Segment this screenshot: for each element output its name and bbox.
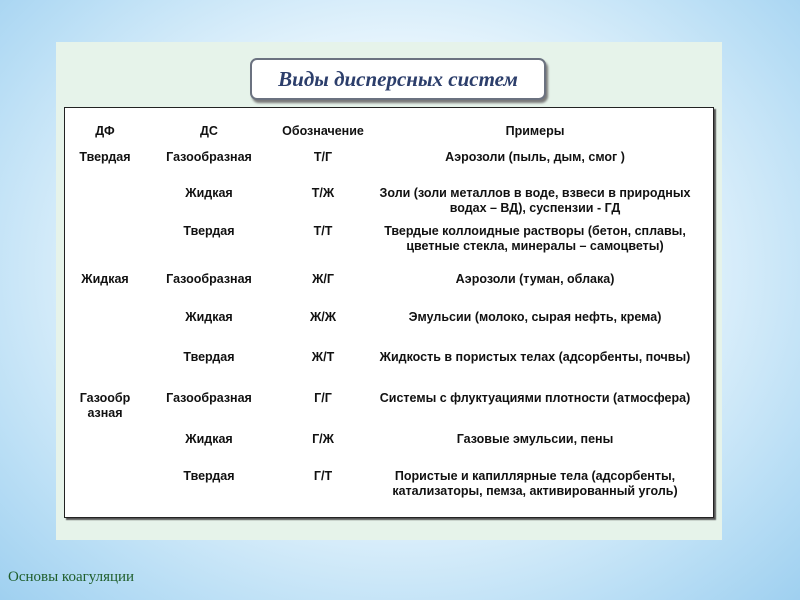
row-ds: Жидкая [185,432,233,446]
row-df: Газообр азная [79,391,131,420]
footer-caption: Основы коагуляции [8,569,135,585]
header-df: ДФ [95,124,115,138]
row-examples: Пористые и капиллярные тела (адсорбенты, катализаторы, пемза, активированный уголь) [392,469,678,498]
row-ds: Твердая [183,350,235,364]
row-code: Т/Ж [311,186,335,200]
row-examples: Системы с флуктуациями плотности (атмосфера) [379,391,691,405]
row-code: Ж/Т [311,350,335,364]
row-ds: Жидкая [185,186,233,200]
row-examples: Аэрозоли (туман, облака) [455,272,615,286]
row-code: Г/Т [313,469,333,483]
row-df: Жидкая [81,272,129,286]
dispersion-table [64,107,714,518]
row-examples: Аэрозоли (пыль, дым, смог ) [445,150,625,164]
row-code: Г/Ж [312,432,334,446]
slide-title: Виды дисперсных систем [250,58,546,100]
row-examples: Золи (золи металлов в воде, взвеси в природных водах – ВД), суспензии - ГД [379,186,691,215]
row-code: Т/Т [313,224,333,238]
row-ds: Газообразная [166,391,252,405]
row-examples: Эмульсии (молоко, сырая нефть, крема) [408,310,662,324]
row-code: Ж/Г [312,272,334,286]
row-examples: Твердые коллоидные растворы (бетон, сплавы, цветные стекла, минералы – самоцветы) [384,224,686,253]
row-ds: Твердая [183,224,235,238]
row-code: Т/Г [313,150,333,164]
row-examples: Газовые эмульсии, пены [456,432,614,446]
row-examples: Жидкость в пористых телах (адсорбенты, почвы) [379,350,691,364]
row-df: Твердая [79,150,131,164]
header-code: Обозначение [282,124,364,138]
row-ds: Газообразная [166,272,252,286]
row-ds: Твердая [183,469,235,483]
header-ds: ДС [200,124,218,138]
row-ds: Жидкая [185,310,233,324]
row-code: Ж/Ж [309,310,337,324]
row-ds: Газообразная [166,150,252,164]
header-examples: Примеры [505,124,565,138]
row-code: Г/Г [314,391,332,405]
